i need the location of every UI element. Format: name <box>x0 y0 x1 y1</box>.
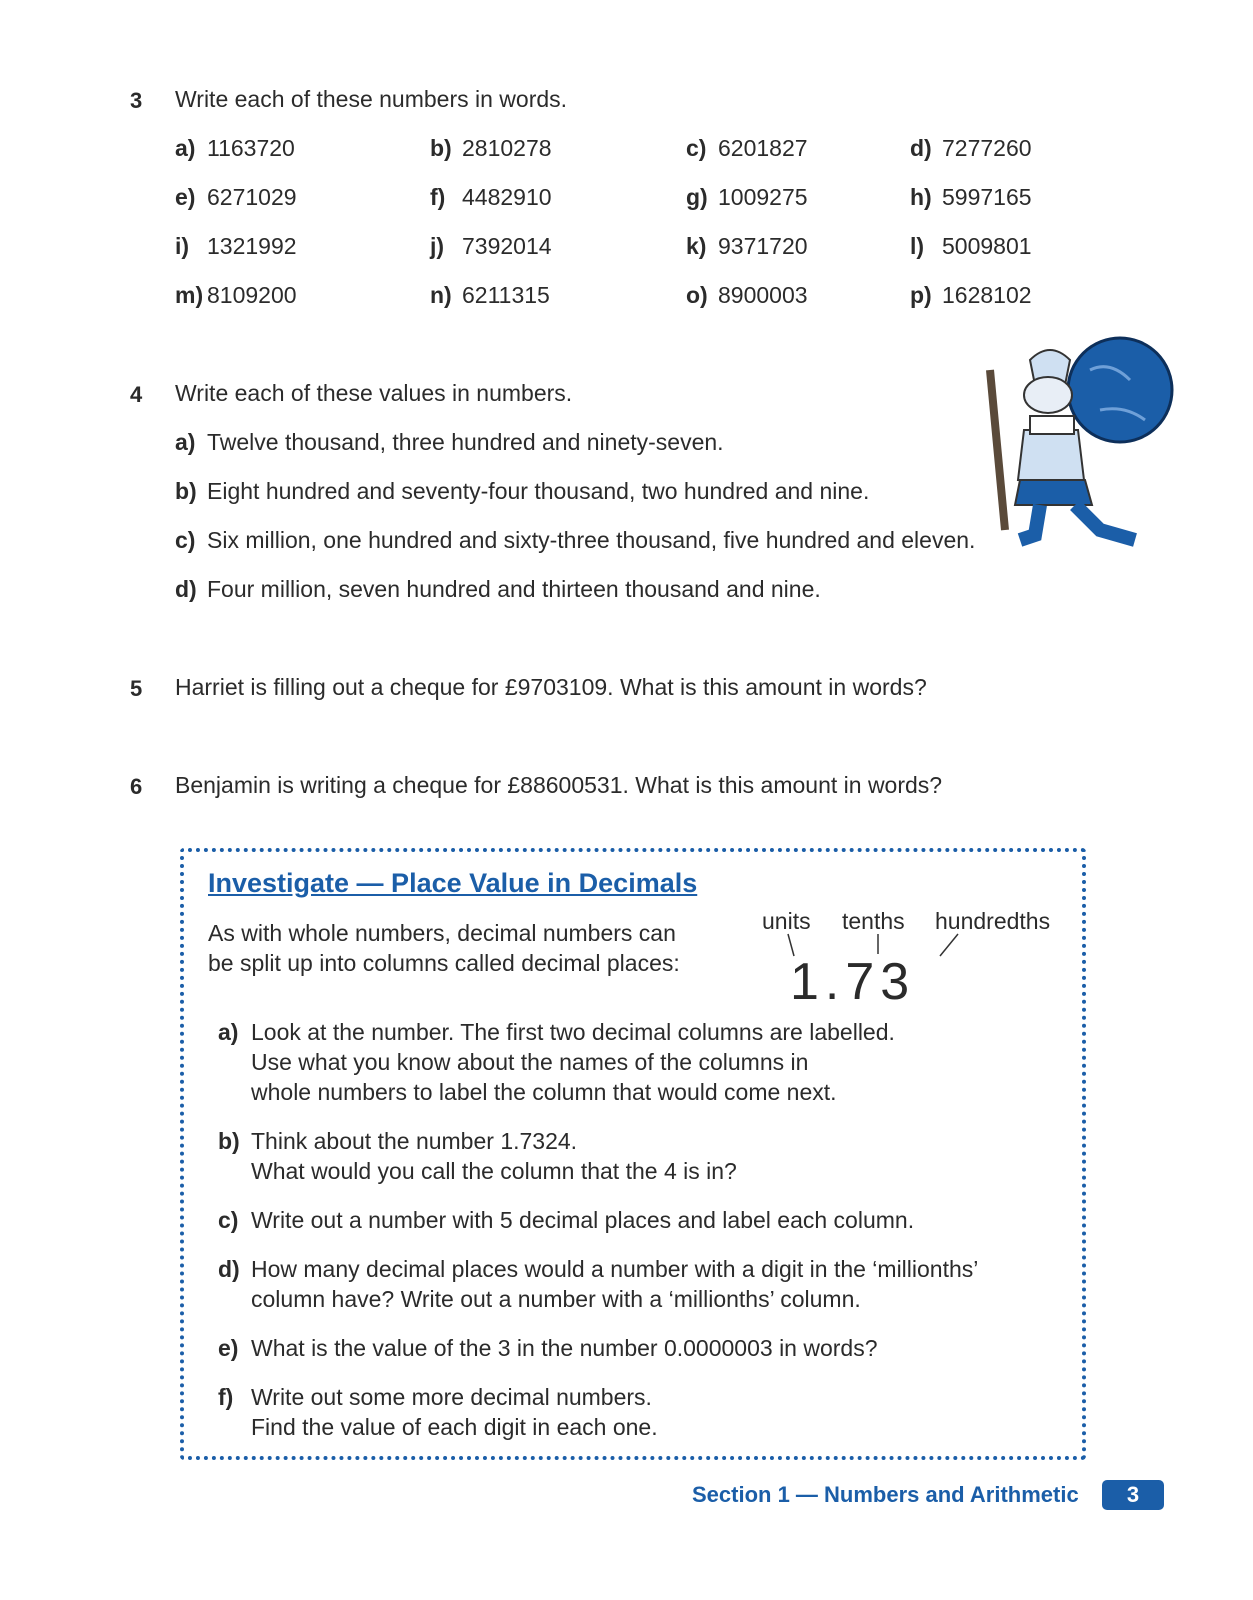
q3-item-value: 6271029 <box>207 184 297 210</box>
q3-item-label: d) <box>910 135 932 161</box>
investigate-item-line: Find the value of each digit in each one. <box>251 1414 658 1440</box>
investigate-item-line: What is the value of the 3 in the number 0.0000003 in words? <box>251 1335 878 1361</box>
q3-item-value: 5997165 <box>942 184 1032 210</box>
q3-item <box>910 282 1032 309</box>
investigate-item-label: f) <box>218 1384 234 1410</box>
question-3-prompt: Write each of these numbers in words. <box>175 86 568 112</box>
q3-item-label: i) <box>175 233 190 259</box>
q3-item-value: 5009801 <box>942 233 1032 259</box>
q3-item-label: k) <box>686 233 707 259</box>
q3-item <box>686 184 808 211</box>
investigate-item-line: whole numbers to label the column that would come next. <box>251 1079 837 1105</box>
question-number-5: 5 <box>130 676 143 701</box>
question-number-3: 3 <box>130 88 143 113</box>
q3-item-value: 2810278 <box>462 135 552 161</box>
q4-item-text: Eight hundred and seventy-four thousand, two hundred and nine. <box>207 478 870 504</box>
investigate-intro <box>208 918 738 978</box>
investigate-item-line: Look at the number. The first two decimal columns are labelled. <box>251 1019 895 1045</box>
investigate-item-label: b) <box>218 1128 240 1154</box>
q3-item-value: 7277260 <box>942 135 1032 161</box>
q3-item-value: 6211315 <box>462 282 550 308</box>
investigate-item-label: d) <box>218 1256 240 1282</box>
q3-item-label: l) <box>910 233 925 259</box>
q4-item-label: a) <box>175 429 196 455</box>
q3-item-value: 6201827 <box>718 135 808 161</box>
example-decimal-number: 1.73 <box>790 953 916 1011</box>
q3-item-label: o) <box>686 282 708 308</box>
q3-item-label: p) <box>910 282 932 308</box>
q4-item-text: Four million, seven hundred and thirteen thousand and nine. <box>207 576 821 602</box>
q3-item-value: 1321992 <box>207 233 297 259</box>
q3-item-label: n) <box>430 282 452 308</box>
q3-item-label: e) <box>175 184 196 210</box>
q3-item-label: j) <box>430 233 445 259</box>
investigate-item-line: column have? Write out a number with a ‘millionths’ column. <box>251 1286 861 1312</box>
investigate-intro-line-2: be split up into columns called decimal places: <box>208 950 680 976</box>
q3-item <box>430 282 550 309</box>
section-footer: Section 1 — Numbers and Arithmetic <box>692 1482 1079 1507</box>
q3-item-value: 8900003 <box>718 282 808 308</box>
q3-item <box>910 184 1032 211</box>
investigate-item-label: a) <box>218 1019 239 1045</box>
question-number-4: 4 <box>130 382 143 407</box>
q3-item-label: c) <box>686 135 707 161</box>
question-number-6: 6 <box>130 774 143 799</box>
q4-item <box>175 478 869 505</box>
column-label-units: units <box>762 908 811 934</box>
q3-item-label: m) <box>175 282 204 308</box>
q3-item-value: 1163720 <box>207 135 295 161</box>
investigate-intro-line-1: As with whole numbers, decimal numbers can <box>208 920 676 946</box>
q3-item <box>686 282 808 309</box>
investigate-item-line: Write out some more decimal numbers. <box>251 1384 652 1410</box>
q3-item-value: 1628102 <box>942 282 1032 308</box>
cartoon-character-image <box>960 330 1180 560</box>
investigate-item-label: c) <box>218 1207 239 1233</box>
question-4-prompt: Write each of these values in numbers. <box>175 380 573 406</box>
q3-item <box>910 233 1032 260</box>
q3-item-value: 8109200 <box>207 282 297 308</box>
q4-item <box>175 429 724 456</box>
q3-item <box>175 135 295 162</box>
q3-item <box>430 184 552 211</box>
q3-item <box>430 233 552 260</box>
q3-item <box>175 233 297 260</box>
column-label-hundredths: hundredths <box>935 908 1051 934</box>
q3-item-label: h) <box>910 184 932 210</box>
q3-item <box>686 233 808 260</box>
investigate-item-line: What would you call the column that the 4 is in? <box>251 1158 737 1184</box>
q3-item-label: b) <box>430 135 452 161</box>
q3-item-label: g) <box>686 184 708 210</box>
q3-item-value: 1009275 <box>718 184 808 210</box>
page-number-badge: 3 <box>1102 1480 1164 1510</box>
q3-item-value: 4482910 <box>462 184 552 210</box>
investigate-item-line: Write out a number with 5 decimal places and label each column. <box>251 1207 915 1233</box>
q3-item <box>910 135 1032 162</box>
q4-item-label: c) <box>175 527 196 553</box>
q4-item-label: b) <box>175 478 197 504</box>
q4-item-text: Six million, one hundred and sixty-three thousand, five hundred and eleven. <box>207 527 976 553</box>
q3-item-label: f) <box>430 184 446 210</box>
q4-item-text: Twelve thousand, three hundred and ninety-seven. <box>207 429 724 455</box>
q3-item-value: 9371720 <box>718 233 808 259</box>
question-5-prompt: Harriet is filling out a cheque for £9703109. What is this amount in words? <box>175 674 927 700</box>
q4-item <box>175 527 975 554</box>
q3-item-label: a) <box>175 135 196 161</box>
investigate-item-line: How many decimal places would a number with a digit in the ‘millionths’ <box>251 1256 979 1282</box>
investigate-title: Investigate — Place Value in Decimals <box>208 868 698 898</box>
q4-item-label: d) <box>175 576 197 602</box>
investigate-item-label: e) <box>218 1335 239 1361</box>
q3-item <box>430 135 552 162</box>
question-6-prompt: Benjamin is writing a cheque for £88600531. What is this amount in words? <box>175 772 943 798</box>
investigate-item-line: Use what you know about the names of the columns in <box>251 1049 809 1075</box>
q4-item <box>175 576 821 603</box>
column-label-tenths: tenths <box>842 908 905 934</box>
investigate-item-line: Think about the number 1.7324. <box>251 1128 578 1154</box>
q3-item <box>686 135 808 162</box>
q3-item-value: 7392014 <box>462 233 552 259</box>
q3-item <box>175 184 297 211</box>
q3-item <box>175 282 297 309</box>
